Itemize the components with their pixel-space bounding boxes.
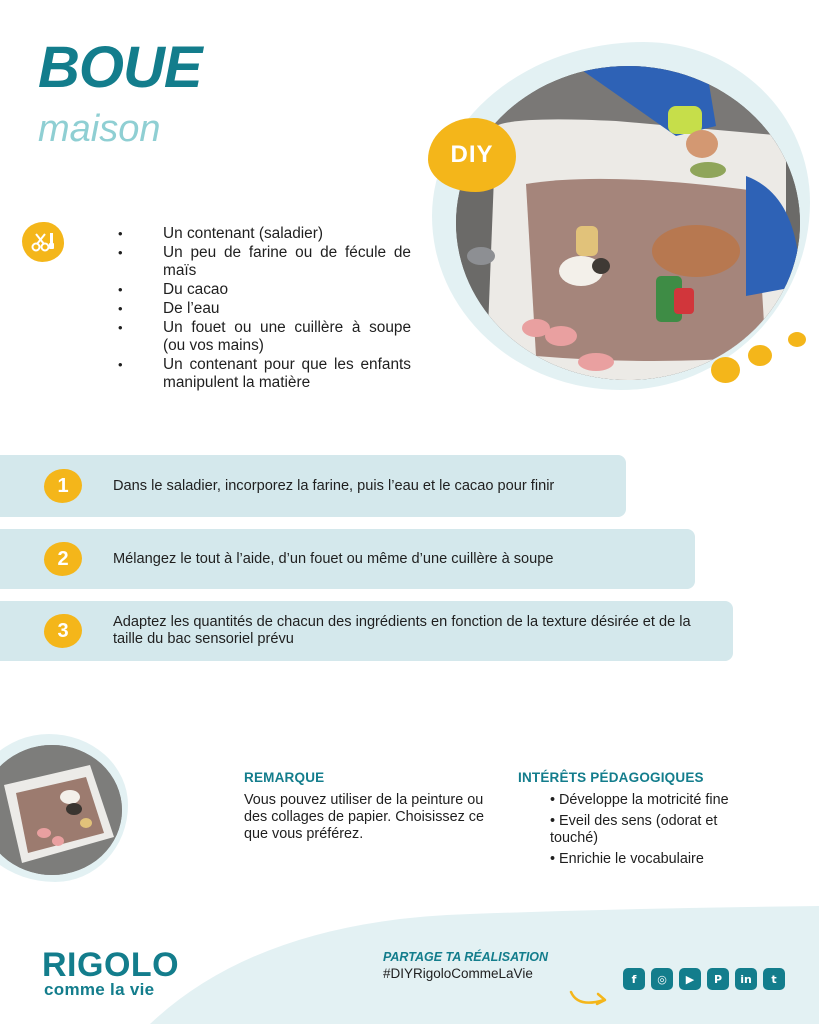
list-item: • Du cacao	[118, 281, 229, 298]
page-subtitle: maison	[38, 108, 161, 150]
facebook-icon[interactable]: f	[623, 968, 645, 990]
share-hashtag: #DIYRigoloCommeLaVie	[383, 966, 533, 981]
curved-arrow-icon	[568, 986, 612, 1010]
youtube-icon[interactable]: ▶	[679, 968, 701, 990]
instagram-icon[interactable]: ◎	[651, 968, 673, 990]
materials-list	[116, 225, 411, 393]
step-number-badge: 1	[44, 469, 82, 503]
page-title: BOUE	[38, 35, 202, 100]
list-item: • Enrichie le vocabulaire	[550, 851, 704, 867]
decor-dot	[748, 345, 772, 366]
scissors-paint-icon	[22, 222, 64, 262]
list-item: • Un peu de farine ou de fécule de maïs	[118, 244, 411, 279]
step-number-badge: 2	[44, 542, 82, 576]
share-heading: PARTAGE TA RÉALISATION	[383, 950, 549, 964]
list-item: • Un contenant pour que les enfants manipulent la matière	[118, 356, 411, 391]
list-item: • Développe la motricité fine	[550, 792, 729, 808]
pinterest-icon[interactable]: P	[707, 968, 729, 990]
step-2	[0, 529, 695, 589]
remark-text: Vous pouvez utiliser de la peinture ou des collages de papier. Choisissez ce que vous préférez.	[244, 792, 484, 842]
social-links	[623, 968, 785, 990]
twitter-icon[interactable]: t	[763, 968, 785, 990]
step-text: Adaptez les quantités de chacun des ingrédients en fonction de la texture désirée et de la taille du bac sensoriel prévu	[113, 614, 691, 647]
decor-dot	[788, 332, 806, 347]
interests-heading: INTÉRÊTS PÉDAGOGIQUES	[518, 770, 704, 785]
list-item: • Un contenant (saladier)	[118, 225, 323, 242]
diy-badge: DIY	[428, 118, 516, 192]
list-item: • Eveil des sens (odorat et touché)	[550, 813, 718, 846]
step-text: Mélangez le tout à l’aide, d’un fouet ou même d’une cuillère à soupe	[113, 550, 554, 567]
step-1	[0, 455, 626, 517]
step-number-badge: 3	[44, 614, 82, 648]
linkedin-icon[interactable]: in	[735, 968, 757, 990]
rigolo-logo: RIGOLO	[42, 946, 180, 984]
list-item: • Un fouet ou une cuillère à soupe (ou vos mains)	[118, 319, 411, 354]
hero-photo	[456, 66, 800, 380]
interests-list	[550, 792, 760, 872]
list-item: • De l’eau	[118, 300, 220, 317]
remark-heading: REMARQUE	[244, 770, 325, 785]
decor-dot	[711, 357, 740, 383]
rigolo-logo-tagline: comme la vie	[44, 980, 155, 999]
step-text: Dans le saladier, incorporez la farine, puis l’eau et le cacao pour finir	[113, 477, 555, 494]
step-3	[0, 601, 733, 661]
